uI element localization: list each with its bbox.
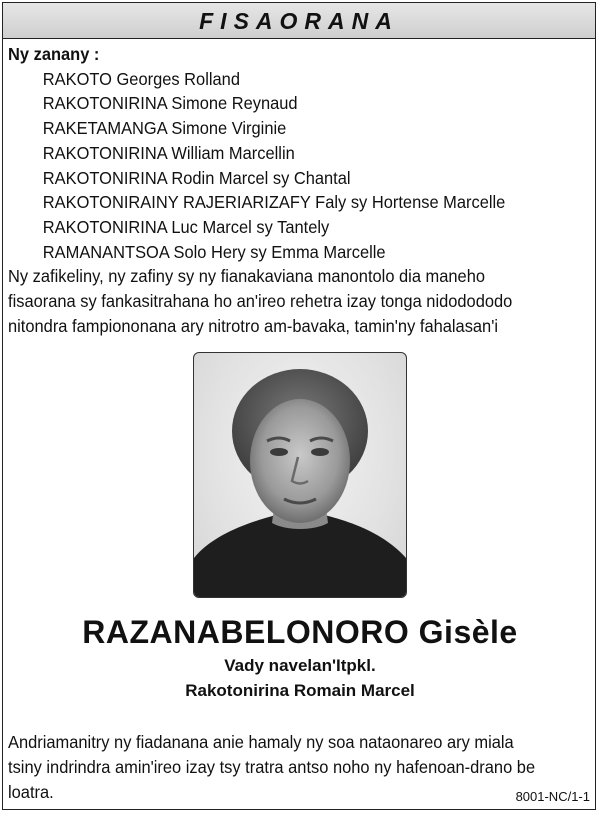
reference-code: 8001-NC/1-1 [515, 789, 590, 804]
family-thanks-line-3: nitondra fampiononana ary nitrotro am-bavaka, tamin'ny fahalasan'i [8, 315, 499, 336]
child-name: RAKOTONIRINA Simone Reynaud [42, 93, 298, 114]
header-banner [3, 3, 595, 39]
closing-line-3: loatra. [8, 782, 54, 802]
portrait-photo [193, 352, 407, 598]
child-name: RAKOTONIRINA William Marcellin [42, 142, 295, 163]
family-thanks-line-1: Ny zafikeliny, ny zafiny sy ny fianakaviana manontolo dia maneho [8, 266, 486, 287]
family-thanks-line-2: fisaorana sy fankasitrahana ho an'ireo rehetra izay tonga nidododod​o [8, 291, 513, 312]
deceased-name: RAZANABELONORO Gisèle [82, 614, 518, 650]
header-title: FISAORANA [199, 8, 399, 34]
spouse-name: Rakotonirina Romain Marcel [185, 681, 415, 700]
child-name: RAKOTONIRAINY RAJERIARIZAFY Faly sy Hortense Marcelle [42, 192, 506, 213]
child-name: RAKOTONIRINA Rodin Marcel sy Chantal [42, 167, 351, 188]
child-name: RAKETAMANGA Simone Virginie [42, 118, 287, 139]
closing-text [8, 730, 591, 805]
portrait-photo-icon [194, 353, 406, 597]
child-name: RAMANANTSOA Solo Hery sy Emma Marcelle [42, 241, 386, 262]
closing-line-1: Andriamanitry ny fiadanana anie hamaly ny soa nataonareo ary miala [8, 732, 514, 752]
children-list [8, 67, 555, 265]
child-name: RAKOTONIRINA Luc Marcel sy Tantely [42, 216, 330, 237]
announcement-body [8, 42, 555, 338]
relation-line: Vady navelan'Itpkl. [224, 656, 376, 675]
children-label: Ny zanany : [8, 44, 100, 64]
closing-line-2: tsiny indrindra amin'ireo izay tsy tratra antso noho ny hafenoan-drano be [8, 757, 536, 777]
child-name: RAKOTO Georges Rolland [42, 68, 240, 89]
